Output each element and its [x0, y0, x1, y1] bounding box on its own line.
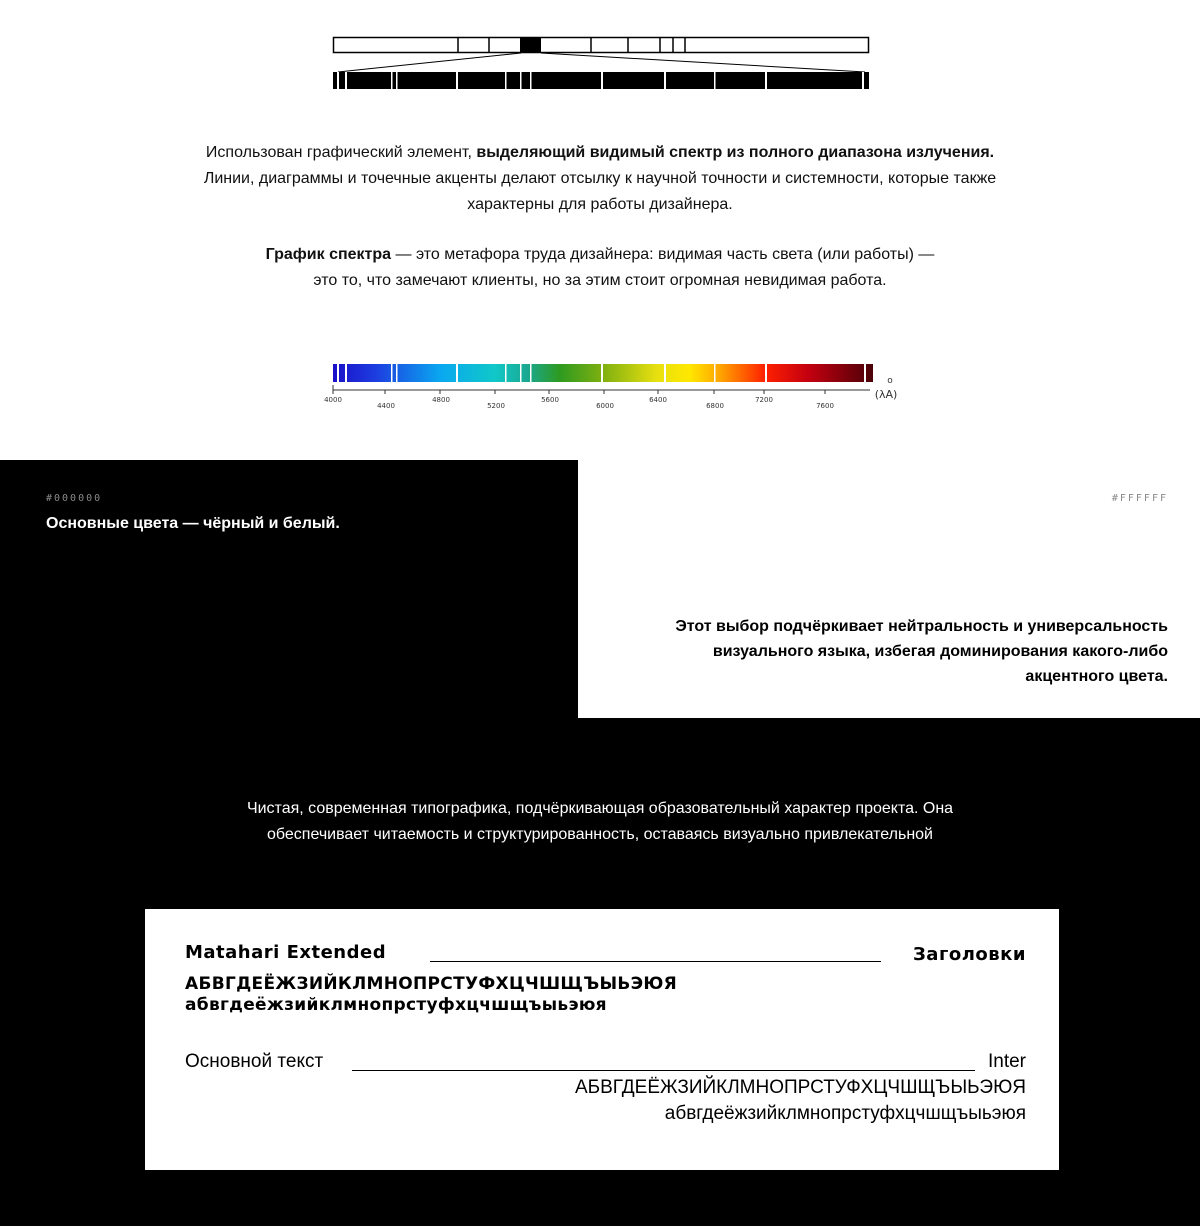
unit-ring-mark: o — [887, 376, 893, 386]
tick-label: 4400 — [377, 402, 395, 410]
body-lowercase-sample: абвгдеёжзийклмнопрстуфхцчшщъыьэюя — [664, 1103, 1026, 1124]
metaphor-text: — это метафора труда дизайнера: видимая часть света (или работы) — это то, что замечают клиенты, но за этим стоит огромная невидимая работа. — [313, 246, 935, 289]
body-divider-line — [352, 1070, 975, 1071]
metaphor-paragraph — [255, 242, 945, 294]
black-hex-code: #000000 — [46, 493, 103, 504]
typography-intro: Чистая, современная типографика, подчёркивающая образовательный характер проекта. Она обеспечивает читаемость и структурированность, оставаясь визуально привлекательной — [246, 800, 954, 843]
tick-label: 7600 — [816, 402, 834, 410]
body-uppercase-sample: АБВГДЕЁЖЗИЙКЛМНОПРСТУФХЦЧШЩЪЫЬЭЮЯ — [574, 1077, 1026, 1098]
heading-lowercase-sample: абвгдеёжзийклмнопрстуфхцчшщъыьэюя — [185, 995, 607, 1015]
spectrum-zoom-diagram — [0, 0, 1200, 100]
tick-label: 6800 — [706, 402, 724, 410]
body-font-name: Inter — [987, 1051, 1026, 1072]
primary-colors-heading: Основные цвета — чёрный и белый. — [46, 515, 340, 532]
heading-uppercase-sample: АБВГДЕЁЖЗИЙКЛМНОПРСТУФХЦЧШЩЪЫЬЭЮЯ — [185, 974, 678, 994]
tick-label: 6400 — [649, 396, 667, 404]
tick-label: 4800 — [432, 396, 450, 404]
tick-label: 5600 — [541, 396, 559, 404]
intro-text-start: Использован графический элемент, — [205, 144, 477, 161]
heading-divider-line — [430, 961, 881, 962]
intro-paragraph — [200, 140, 1000, 218]
visible-spectrum-diagram — [0, 355, 1200, 415]
heading-role-label: Заголовки — [913, 944, 1026, 965]
tick-label: 5200 — [487, 402, 505, 410]
tick-label: 6000 — [596, 402, 614, 410]
typography-card — [145, 909, 1059, 1170]
tick-label: 7200 — [755, 396, 773, 404]
tick-label: 4000 — [324, 396, 342, 404]
white-hex-code: #FFFFFF — [1111, 493, 1168, 504]
unit-label: (λA) — [874, 388, 898, 401]
body-role-label: Основной текст — [185, 1051, 324, 1072]
neutrality-statement: Этот выбор подчёркивает нейтральность и универсальность визуального языка, избегая доминирования какого-либо акцентного цвета. — [675, 618, 1168, 685]
intro-text-emphasis: выделяющий видимый спектр из полного диапазона излучения. — [476, 144, 995, 161]
metaphor-text-emphasis: График спектра — [265, 246, 392, 263]
intro-text-end: Линии, диаграммы и точечные акценты делают отсылку к научной точности и системности, которые также характерны для работы дизайнера. — [203, 170, 997, 213]
heading-font-name: Matahari Extended — [185, 942, 387, 963]
